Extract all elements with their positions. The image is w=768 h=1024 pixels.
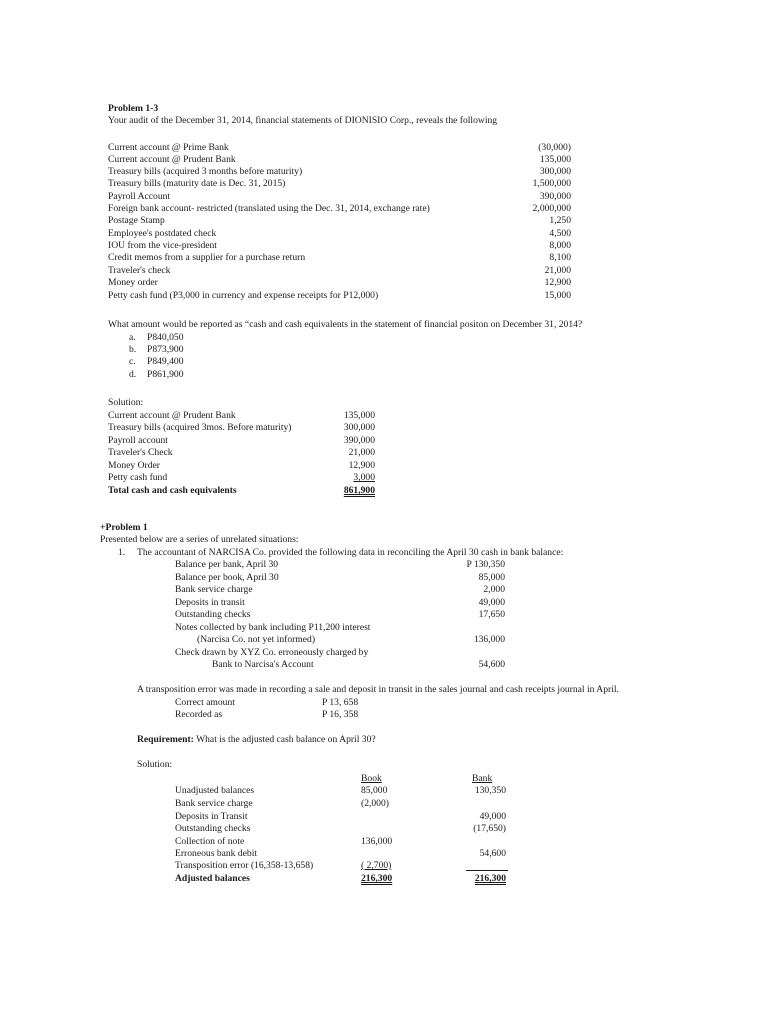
bank-subtotal-rule — [466, 870, 508, 871]
check-line-2: Bank to Narcisa's Account — [212, 659, 314, 670]
solution-item-amount: 12,900 — [348, 460, 375, 471]
choice-text: P840,050 — [147, 332, 184, 343]
item-amount: 300,000 — [539, 166, 571, 177]
problem-1-3-intro: Your audit of the December 31, 2014, financial statements of DIONISIO Corp., reveals the following — [108, 115, 498, 126]
item-amount: 8,100 — [549, 252, 571, 263]
recon-row-label: Collection of note — [175, 836, 245, 847]
item-amount: 135,000 — [539, 154, 571, 165]
choice-text: P873,900 — [147, 344, 184, 355]
solution-item-amount: 21,000 — [348, 447, 375, 458]
solution-item-amount: 135,000 — [343, 410, 375, 421]
recon-row-label: Deposits in Transit — [175, 811, 248, 822]
adjusted-book-amount: 216,300 — [361, 873, 393, 884]
recon-row-book: 85,000 — [361, 785, 388, 796]
correct-amount-label: Correct amount — [175, 697, 235, 708]
data-amount: 2,000 — [483, 584, 505, 595]
item-amount: 15,000 — [544, 290, 571, 301]
notes-line-2: (Narcisa Co. not yet informed) — [197, 634, 316, 645]
data-label: Balance per bank, April 30 — [175, 559, 279, 570]
data-label: Outstanding checks — [175, 609, 251, 620]
item-label: Money order — [108, 277, 158, 288]
item-label: Credit memos from a supplier for a purchase return — [108, 252, 306, 263]
recorded-as-label: Recorded as — [175, 709, 223, 720]
data-label: Bank service charge — [175, 584, 253, 595]
recon-row-label: Erroneous bank debit — [175, 848, 258, 859]
data-label: Balance per book, April 30 — [175, 572, 279, 583]
total-amount: 861,900 — [343, 485, 375, 496]
recon-row-book: (2,000) — [361, 798, 389, 809]
recon-row-label: Outstanding checks — [175, 823, 251, 834]
problem-1-3-question: What amount would be reported as “cash and cash equivalents in the statement of financial positon on December 31, 2014? — [108, 319, 583, 330]
choice-letter: a. — [129, 332, 136, 343]
solution-item-label: Money Order — [108, 460, 160, 471]
solution-label: Solution: — [108, 397, 144, 408]
requirement-label: Requirement: — [137, 734, 194, 745]
data-amount: 17,650 — [478, 609, 505, 620]
recon-row-bank: (17,650) — [473, 823, 506, 834]
item-label: Payroll Account — [108, 191, 171, 202]
item-amount: 4,500 — [549, 228, 571, 239]
solution-item-label: Payroll account — [108, 435, 168, 446]
item-label: Current account @ Prudent Bank — [108, 154, 236, 165]
item-amount: 2,000,000 — [532, 203, 571, 214]
recon-row-book: ( 2,700) — [361, 860, 392, 871]
adjusted-balances-label: Adjusted balances — [175, 873, 250, 884]
data-amount: 85,000 — [478, 572, 505, 583]
solution-item-label: Treasury bills (acquired 3mos. Before maturity) — [108, 422, 292, 433]
total-label: Total cash and cash equivalents — [108, 485, 237, 496]
item-amount: 1,250 — [549, 215, 571, 226]
item-amount: 12,900 — [544, 277, 571, 288]
data-amount: P 130,350 — [466, 559, 505, 570]
transposition-text: A transposition error was made in recording a sale and deposit in transit in the sales journal and cash receipts journal in April. — [137, 684, 619, 695]
item-label: Foreign bank account- restricted (translated using the Dec. 31, 2014, exchange rate) — [108, 203, 430, 214]
item-label: Postage Stamp — [108, 215, 165, 226]
recon-row-label: Transposition error (16,358-13,658) — [175, 860, 314, 871]
item-label: Treasury bills (maturity date is Dec. 31, 2015) — [108, 178, 286, 189]
item-label: IOU from the vice-president — [108, 240, 217, 251]
item-amount: 8,000 — [549, 240, 571, 251]
book-column-header: Book — [361, 773, 382, 784]
recon-row-bank: 49,000 — [479, 811, 506, 822]
item-label: Current account @ Prime Bank — [108, 142, 229, 153]
solution-item-amount: 300,000 — [343, 422, 375, 433]
problem-1-solution-label: Solution: — [137, 759, 173, 770]
problem-1-3-title: Problem 1-3 — [108, 103, 159, 114]
item-label: Traveler's check — [108, 265, 171, 276]
notes-amount: 136,000 — [473, 634, 505, 645]
item-amount: 390,000 — [539, 191, 571, 202]
choice-text: P849,400 — [147, 356, 184, 367]
solution-item-amount: 3,000 — [353, 472, 375, 483]
check-amount: 54,600 — [478, 659, 505, 670]
item-number: 1. — [118, 547, 126, 558]
problem-1-title: +Problem 1 — [100, 522, 148, 533]
solution-item-label: Current account @ Prudent Bank — [108, 410, 236, 421]
recon-row-label: Bank service charge — [175, 798, 253, 809]
item-label: Employee's postdated check — [108, 228, 217, 239]
notes-line-1: Notes collected by bank including P11,200 interest — [175, 622, 371, 633]
item-text: The accountant of NARCISA Co. provided the following data in reconciling the April 30 cash in bank balance: — [137, 547, 564, 558]
recon-row-label: Unadjusted balances — [175, 785, 255, 796]
choice-letter: b. — [129, 344, 137, 355]
choice-letter: c. — [129, 356, 136, 367]
item-label: Treasury bills (acquired 3 months before maturity) — [108, 166, 303, 177]
solution-item-label: Traveler's Check — [108, 447, 173, 458]
item-amount: 21,000 — [544, 265, 571, 276]
correct-amount-value: P 13, 658 — [322, 697, 359, 708]
requirement-text: What is the adjusted cash balance on April 30? — [196, 734, 376, 745]
solution-item-amount: 390,000 — [343, 435, 375, 446]
recorded-as-value: P 16, 358 — [322, 709, 359, 720]
choice-text: P861,900 — [147, 369, 184, 380]
data-label: Deposits in transit — [175, 597, 245, 608]
item-label: Petty cash fund (P3,000 in currency and expense receipts for P12,000) — [108, 290, 379, 301]
problem-1-intro: Presented below are a series of unrelated situations: — [100, 534, 299, 545]
item-amount: (30,000) — [538, 142, 571, 153]
adjusted-bank-amount: 216,300 — [474, 873, 506, 884]
check-line-1: Check drawn by XYZ Co. erroneously charged by — [175, 647, 369, 658]
recon-row-bank: 54,600 — [479, 848, 506, 859]
requirement — [137, 734, 376, 746]
recon-row-bank: 130,350 — [474, 785, 506, 796]
bank-column-header: Bank — [472, 773, 493, 784]
data-amount: 49,000 — [478, 597, 505, 608]
item-amount: 1,500,000 — [532, 178, 571, 189]
choice-letter: d. — [129, 369, 137, 380]
recon-row-book: 136,000 — [361, 836, 393, 847]
solution-item-label: Petty cash fund — [108, 472, 168, 483]
